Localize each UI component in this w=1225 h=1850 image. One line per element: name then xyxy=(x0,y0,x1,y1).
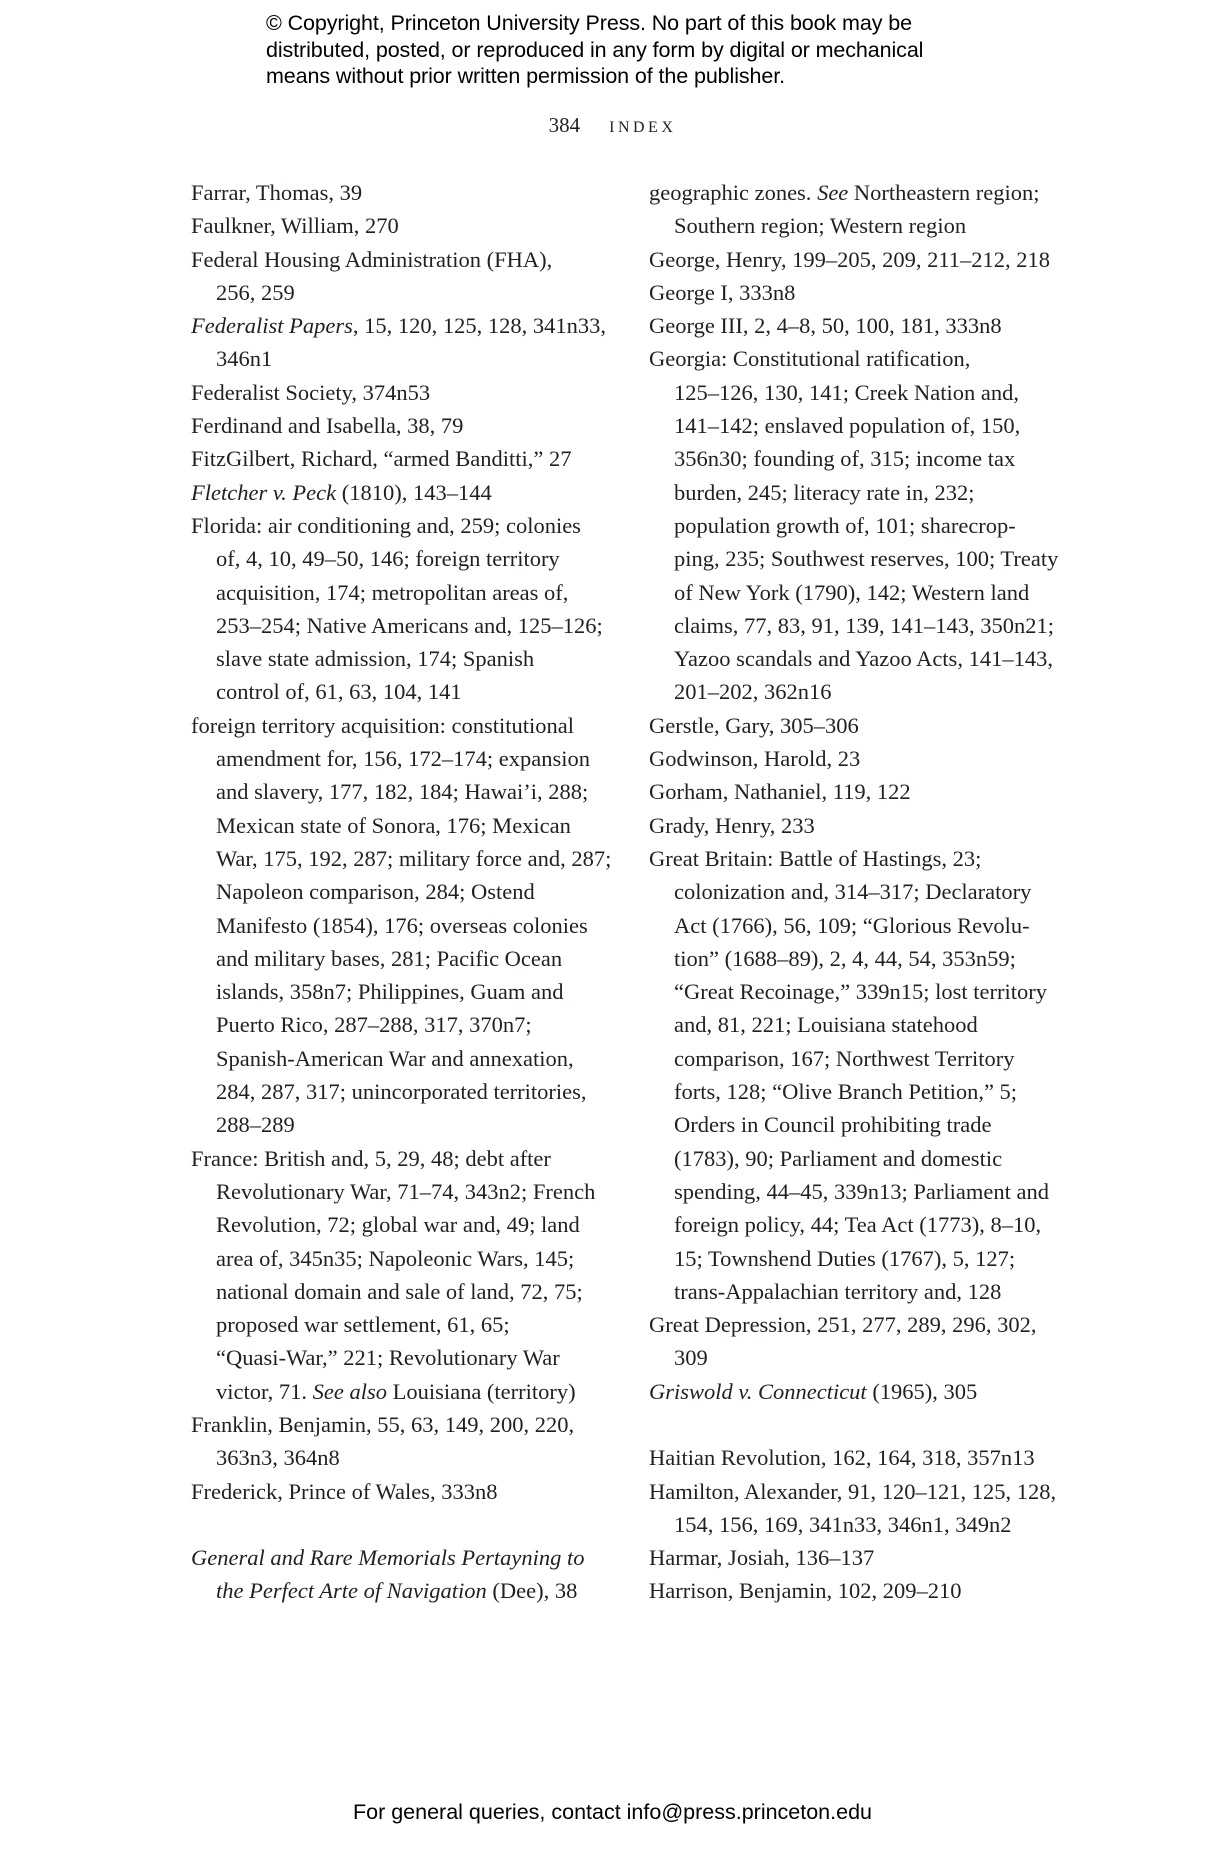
index-entry-text: Ferdinand and Isabella, 38, 79 xyxy=(191,413,464,439)
index-entry-text: Great Britain: Battle of Hastings, 23; xyxy=(649,845,982,871)
index-entry-text: claims, 77, 83, 91, 139, 141–143, 350n21; xyxy=(674,612,1054,638)
index-entry-text: George, Henry, 199–205, 209, 211–212, 218 xyxy=(649,246,1050,272)
index-entry-continuation xyxy=(649,909,1069,942)
index-entry-text: Frederick, Prince of Wales, 333n8 xyxy=(191,1478,498,1504)
index-spacer xyxy=(649,1408,1069,1441)
index-entry-continuation xyxy=(191,576,621,609)
index-entry-continuation xyxy=(649,1075,1069,1108)
index-entry-text: France: British and, 5, 29, 48; debt after xyxy=(191,1145,551,1171)
index-entry-text: Great Depression, 251, 277, 289, 296, 302, xyxy=(649,1312,1037,1338)
index-entry-continuation xyxy=(649,942,1069,975)
index-entry-text: (1783), 90; Parliament and domestic xyxy=(674,1145,1003,1171)
index-entry-text: foreign policy, 44; Tea Act (1773), 8–10, xyxy=(674,1212,1042,1238)
index-entry-text: (1810), 143–144 xyxy=(336,479,492,505)
index-entry-text: Louisiana (territory) xyxy=(386,1378,576,1404)
index-entry-continuation xyxy=(649,1208,1069,1241)
index-entry xyxy=(191,442,621,475)
index-entry-continuation xyxy=(649,409,1069,442)
index-entry-text: Southern region; Western region xyxy=(674,213,967,239)
index-entry-italic-text: Fletcher v. Peck xyxy=(191,479,337,505)
index-entry-continuation xyxy=(191,642,621,675)
index-entry-text: Gorham, Nathaniel, 119, 122 xyxy=(649,779,911,805)
index-entry-text: 253–254; Native Americans and, 125–126; xyxy=(216,612,603,638)
index-entry-text: 356n30; founding of, 315; income tax xyxy=(674,446,1016,472)
index-entry-continuation xyxy=(191,1108,621,1141)
index-entry-continuation xyxy=(191,1175,621,1208)
index-entry xyxy=(191,409,621,442)
copyright-line: means without prior written permission of the publisher. xyxy=(266,64,786,88)
index-entry-continuation xyxy=(649,476,1069,509)
index-entry-continuation xyxy=(191,542,621,575)
index-entry xyxy=(649,842,1069,875)
index-entry-text: population growth of, 101; sharecrop- xyxy=(674,512,1016,538)
index-entry-text: ping, 235; Southwest reserves, 100; Treaty xyxy=(674,546,1059,572)
index-entry-continuation xyxy=(191,1042,621,1075)
index-entry-text: of, 4, 10, 49–50, 146; foreign territory xyxy=(216,546,560,572)
index-entry xyxy=(649,276,1069,309)
index-entry-text: proposed war settlement, 61, 65; xyxy=(216,1312,510,1338)
index-entry-continuation xyxy=(649,609,1069,642)
index-entry-continuation xyxy=(649,1142,1069,1175)
index-entry-text: Revolution, 72; global war and, 49; land xyxy=(216,1212,580,1238)
index-entry-text: Franklin, Benjamin, 55, 63, 149, 200, 220, xyxy=(191,1411,575,1437)
index-entry-text: Hamilton, Alexander, 91, 120–121, 125, 128, xyxy=(649,1478,1057,1504)
index-entry-continuation xyxy=(649,875,1069,908)
section-title: INDEX xyxy=(609,119,677,136)
index-entry-text: “Great Recoinage,” 339n15; lost territory xyxy=(674,979,1047,1005)
index-entry xyxy=(191,1142,621,1175)
index-entry-text: Mexican state of Sonora, 176; Mexican xyxy=(216,812,571,838)
index-entry-continuation xyxy=(649,1242,1069,1275)
index-entry-continuation xyxy=(191,1375,621,1408)
index-entry xyxy=(649,709,1069,742)
index-entry-continuation xyxy=(191,1441,621,1474)
index-entry-continuation xyxy=(191,809,621,842)
index-entry-continuation xyxy=(191,1308,621,1341)
index-entry-text: Northeastern region; xyxy=(848,180,1040,205)
index-entry-continuation xyxy=(191,1008,621,1041)
index-entry-text: tion” (1688–89), 2, 4, 44, 54, 353n59; xyxy=(674,945,1016,971)
index-entry-text: 201–202, 362n16 xyxy=(674,679,832,705)
index-entry-text: 288–289 xyxy=(216,1112,295,1138)
index-entry-text: comparison, 167; Northwest Territory xyxy=(674,1045,1015,1071)
index-entry-italic-text: Griswold v. Connecticut xyxy=(649,1378,867,1404)
index-entry-continuation xyxy=(191,975,621,1008)
index-entry xyxy=(649,1574,1069,1607)
index-entry xyxy=(191,243,621,276)
index-entry-continuation xyxy=(191,942,621,975)
index-entry-continuation xyxy=(191,1275,621,1308)
index-spacer xyxy=(191,1508,621,1541)
index-entry-text: Godwinson, Harold, 23 xyxy=(649,746,861,772)
index-entry-italic-text: General and Rare Memorials Pertayning to xyxy=(191,1545,585,1571)
index-entry xyxy=(649,1541,1069,1574)
index-entry xyxy=(191,709,621,742)
index-entry-continuation xyxy=(649,642,1069,675)
index-entry-text: (1965), 305 xyxy=(866,1378,978,1404)
index-entry-text: Grady, Henry, 233 xyxy=(649,812,815,838)
index-entry-text: “Quasi-War,” 221; Revolutionary War xyxy=(216,1345,560,1371)
index-entry-continuation xyxy=(191,342,621,375)
index-entry-text: Georgia: Constitutional ratification, xyxy=(649,346,971,372)
index-entry-text: 141–142; enslaved population of, 150, xyxy=(674,413,1021,439)
index-entry xyxy=(191,1408,621,1441)
index-entry-text: (Dee), 38 xyxy=(486,1578,578,1604)
index-entry-text: islands, 358n7; Philippines, Guam and xyxy=(216,979,564,1005)
index-entry-text: 15; Townshend Duties (1767), 5, 127; xyxy=(674,1245,1016,1271)
index-entry-text: geographic zones. xyxy=(649,180,818,205)
index-entry-text: Spanish-American War and annexation, xyxy=(216,1045,574,1071)
index-entry-continuation xyxy=(649,509,1069,542)
index-column-right xyxy=(649,176,1069,1608)
index-entry-continuation xyxy=(191,875,621,908)
index-entry xyxy=(191,1541,621,1574)
index-entry-continuation xyxy=(649,542,1069,575)
index-entry-text: burden, 245; literacy rate in, 232; xyxy=(674,479,975,505)
index-entry-text: Farrar, Thomas, 39 xyxy=(191,180,363,205)
index-entry-text: foreign territory acquisition: constitutional xyxy=(191,712,575,738)
index-entry-continuation xyxy=(649,1008,1069,1041)
index-entry-continuation xyxy=(649,442,1069,475)
index-entry-text: Federal Housing Administration (FHA), xyxy=(191,246,553,272)
copyright-notice xyxy=(266,10,1026,90)
index-entry-italic-text: See also xyxy=(312,1378,387,1404)
index-entry-continuation xyxy=(191,609,621,642)
index-entry-text: colonization and, 314–317; Declaratory xyxy=(674,879,1032,905)
contact-footer: For general queries, contact info@press.princeton.edu xyxy=(352,1800,872,1824)
index-entry-text: forts, 128; “Olive Branch Petition,” 5; xyxy=(674,1079,1018,1105)
index-entry-text: 309 xyxy=(674,1345,708,1371)
index-entry-text: Faulkner, William, 270 xyxy=(191,213,399,239)
index-entry-text: War, 175, 192, 287; military force and, 287; xyxy=(216,845,612,871)
index-entry-text: Harmar, Josiah, 136–137 xyxy=(649,1545,875,1571)
index-entry-text: Gerstle, Gary, 305–306 xyxy=(649,712,859,738)
index-entry-continuation xyxy=(191,276,621,309)
index-entry xyxy=(191,309,621,342)
index-entry-continuation xyxy=(649,1275,1069,1308)
index-entry-continuation xyxy=(191,775,621,808)
index-entry-continuation xyxy=(191,1075,621,1108)
index-entry-text: slave state admission, 174; Spanish xyxy=(216,646,535,672)
index-entry-text: national domain and sale of land, 72, 75; xyxy=(216,1278,583,1304)
index-entry-continuation xyxy=(649,1042,1069,1075)
index-entry-italic-text: Federalist Papers xyxy=(191,313,353,339)
index-column-left xyxy=(191,176,621,1608)
index-entry xyxy=(649,1441,1069,1474)
index-entry-text: control of, 61, 63, 104, 141 xyxy=(216,679,462,705)
index-entry xyxy=(649,809,1069,842)
index-entry-text: trans-Appalachian territory and, 128 xyxy=(674,1278,1002,1304)
index-entry-continuation xyxy=(191,909,621,942)
index-entry-continuation xyxy=(649,975,1069,1008)
index-entry-text: Harrison, Benjamin, 102, 209–210 xyxy=(649,1578,962,1604)
index-entry-text: Revolutionary War, 71–74, 343n2; French xyxy=(216,1178,596,1204)
index-entry-text: acquisition, 174; metropolitan areas of, xyxy=(216,579,569,605)
index-entry-text: of New York (1790), 142; Western land xyxy=(674,579,1030,605)
index-entry-text: , 15, 120, 125, 128, 341n33, xyxy=(352,313,606,339)
index-entry-continuation xyxy=(191,675,621,708)
index-entry-text: amendment for, 156, 172–174; expansion xyxy=(216,746,591,772)
index-entry-italic-text: the Perfect Arte of Navigation xyxy=(216,1578,487,1604)
index-entry-text: 346n1 xyxy=(216,346,273,372)
index-entry-continuation xyxy=(649,376,1069,409)
index-entry-continuation xyxy=(649,675,1069,708)
index-entry xyxy=(649,243,1069,276)
index-entry-text: 363n3, 364n8 xyxy=(216,1445,340,1471)
index-entry-text: 125–126, 130, 141; Creek Nation and, xyxy=(674,379,1019,405)
index-entry xyxy=(649,309,1069,342)
index-entry-text: George I, 333n8 xyxy=(649,279,796,305)
index-entry-continuation xyxy=(191,742,621,775)
index-entry xyxy=(191,176,621,209)
copyright-line: © Copyright, Princeton University Press. No part of this book may be xyxy=(266,11,912,35)
index-entry-text: Federalist Society, 374n53 xyxy=(191,379,431,405)
index-entry xyxy=(649,176,1069,209)
index-entry-text: 154, 156, 169, 341n33, 346n1, 349n2 xyxy=(674,1511,1012,1537)
index-entry-text: spending, 44–45, 339n13; Parliament and xyxy=(674,1178,1049,1204)
index-entry xyxy=(191,509,621,542)
index-entry-text: area of, 345n35; Napoleonic Wars, 145; xyxy=(216,1245,575,1271)
page-number: 384 xyxy=(548,113,581,137)
index-entry xyxy=(191,376,621,409)
index-entry-continuation xyxy=(649,1508,1069,1541)
index-entry-text: Napoleon comparison, 284; Ostend xyxy=(216,879,535,905)
copyright-line: distributed, posted, or reproduced in any form by digital or mechanical xyxy=(266,37,924,62)
index-entry xyxy=(191,1475,621,1508)
index-entry xyxy=(649,1375,1069,1408)
index-entry-text: and, 81, 221; Louisiana statehood xyxy=(674,1012,978,1038)
index-entry-text: FitzGilbert, Richard, “armed Banditti,” 27 xyxy=(191,446,572,472)
index-entry-continuation xyxy=(191,1208,621,1241)
index-entry-text: Manifesto (1854), 176; overseas colonies xyxy=(216,912,588,938)
index-entry-continuation xyxy=(649,576,1069,609)
index-entry-text: 256, 259 xyxy=(216,279,295,305)
index-entry-text: George III, 2, 4–8, 50, 100, 181, 333n8 xyxy=(649,313,1002,339)
index-entry-text: and military bases, 281; Pacific Ocean xyxy=(216,945,563,971)
index-entry-italic-text: See xyxy=(817,180,849,205)
index-entry-continuation xyxy=(649,1175,1069,1208)
index-entry-text: 284, 287, 317; unincorporated territories, xyxy=(216,1079,587,1105)
running-head xyxy=(0,113,1225,138)
index-entry-continuation xyxy=(191,1341,621,1374)
index-entry-text: Act (1766), 56, 109; “Glorious Revolu- xyxy=(674,912,1030,938)
index-entry-text: Yazoo scandals and Yazoo Acts, 141–143, xyxy=(674,646,1053,672)
index-entry-continuation xyxy=(649,209,1069,242)
index-entry-text: Florida: air conditioning and, 259; colonies xyxy=(191,512,581,538)
index-entry xyxy=(191,476,621,509)
index-entry-continuation xyxy=(191,1574,621,1607)
index-entry-continuation xyxy=(191,842,621,875)
index-entry xyxy=(649,342,1069,375)
index-entry-text: and slavery, 177, 182, 184; Hawai’i, 288; xyxy=(216,779,589,805)
index-entry xyxy=(649,1475,1069,1508)
index-entry xyxy=(191,209,621,242)
index-entry xyxy=(649,1308,1069,1341)
index-entry-continuation xyxy=(649,1108,1069,1141)
index-entry xyxy=(649,742,1069,775)
index-entry-text: Orders in Council prohibiting trade xyxy=(674,1112,992,1138)
index-entry-text: victor, 71. xyxy=(216,1378,313,1404)
index-entry xyxy=(649,775,1069,808)
index-entry-text: Haitian Revolution, 162, 164, 318, 357n13 xyxy=(649,1445,1035,1471)
index-entry-text: Puerto Rico, 287–288, 317, 370n7; xyxy=(216,1012,532,1038)
index-entry-continuation xyxy=(191,1242,621,1275)
index-entry-continuation xyxy=(649,1341,1069,1374)
